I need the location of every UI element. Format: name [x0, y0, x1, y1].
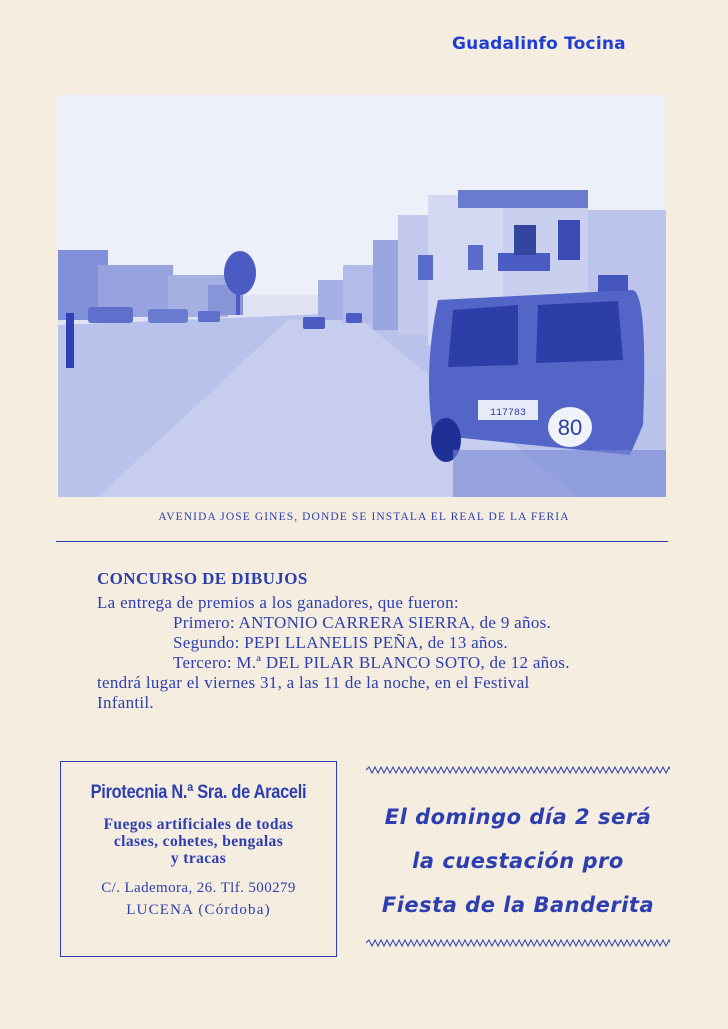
contest-outro-line2: Infantil. [97, 693, 154, 712]
ad-description-line1: Fuegos artificiales de todas [103, 816, 294, 833]
contest-third-place: Tercero: M.ª DEL PILAR BLANCO SOTO, de 12 años. [173, 653, 570, 672]
announcement-line2: la cuestación pro [412, 849, 624, 873]
divider [56, 541, 668, 542]
street-photo [58, 95, 666, 497]
contest-intro: La entrega de premios a los ganadores, que fueron: [97, 593, 459, 612]
ad-description-line3: y tracas [170, 850, 227, 867]
announcement-line1: El domingo día 2 será [384, 805, 652, 829]
zigzag-border-top [366, 766, 670, 774]
van-number: 80 [557, 415, 583, 440]
pyrotechnics-ad [60, 761, 337, 957]
contest-section [97, 569, 687, 713]
ad-city: LUCENA (Córdoba) [126, 902, 271, 918]
watermark-label: Guadalinfo Tocina [452, 34, 626, 54]
ad-description-line2: clases, cohetes, bengalas [113, 833, 284, 850]
contest-outro-line1: tendrá lugar el viernes 31, a las 11 de la noche, en el Festival [97, 673, 530, 692]
ad-address: C/. Lademora, 26. Tlf. 500279 [101, 880, 296, 896]
zigzag-border-bottom [366, 939, 670, 947]
contest-second-place: Segundo: PEPI LLANELIS PEÑA, de 13 años. [173, 633, 508, 652]
photo-caption: AVENIDA JOSE GINES, DONDE SE INSTALA EL REAL DE LA FERIA [158, 511, 570, 523]
announcement-line3: Fiesta de la Banderita [381, 893, 655, 917]
contest-first-place: Primero: ANTONIO CARRERA SIERRA, de 9 años. [173, 613, 552, 632]
contest-title: CONCURSO DE DIBUJOS [97, 569, 308, 588]
van-plate: 117783 [489, 408, 527, 419]
ad-title: Pirotecnia N.ª Sra. de Araceli [90, 782, 307, 803]
